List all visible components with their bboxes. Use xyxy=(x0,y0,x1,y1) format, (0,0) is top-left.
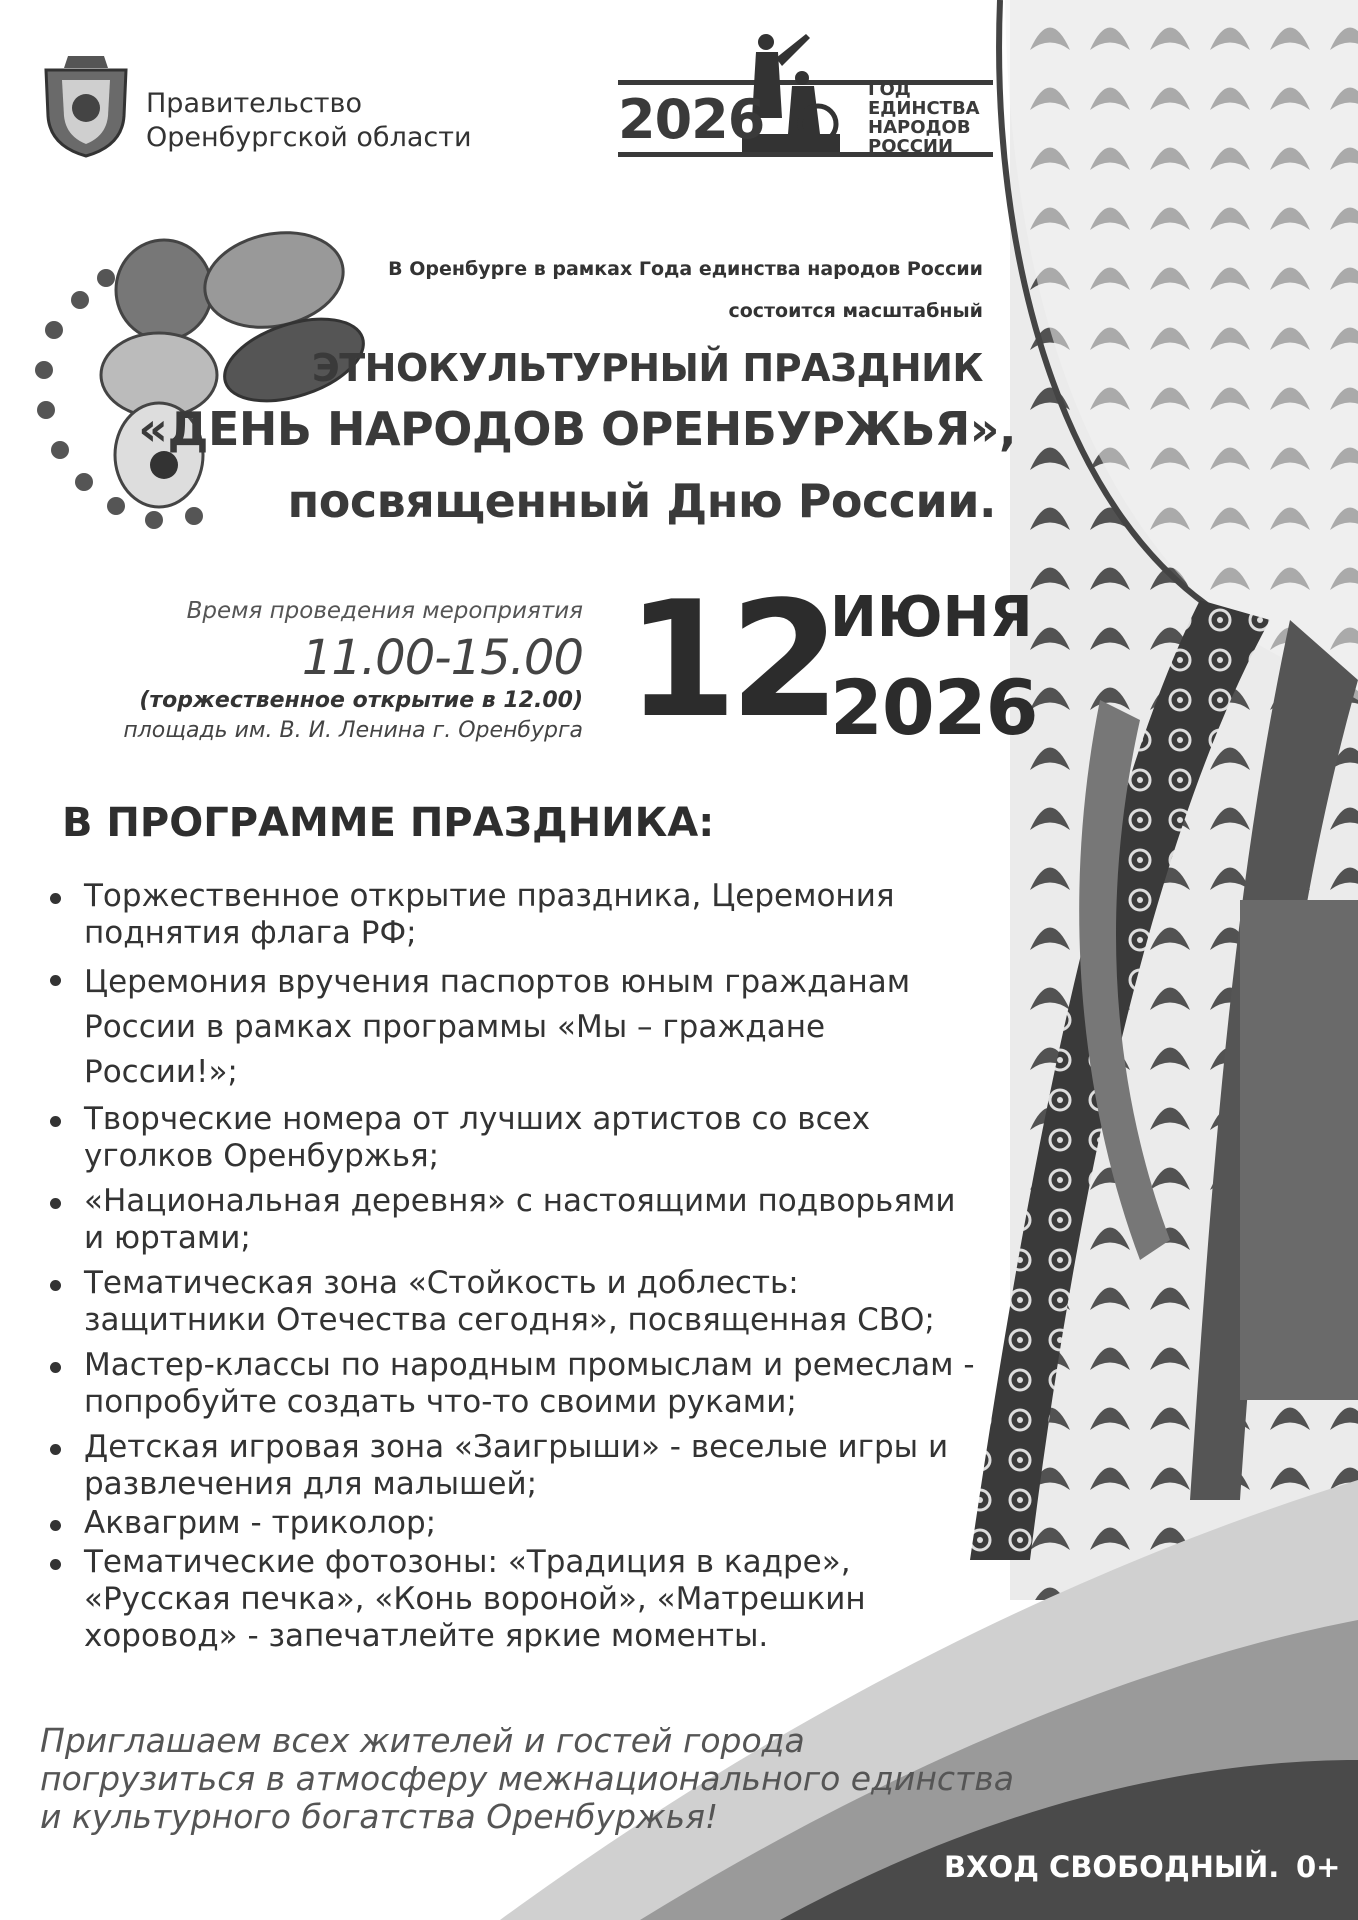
free-entry-label: ВХОД СВОБОДНЫЙ. xyxy=(944,1850,1280,1884)
government-logo-block xyxy=(38,46,478,158)
government-name-line1: Правительство xyxy=(146,88,362,119)
event-title-line1: ЭТНОКУЛЬТУРНЫЙ ПРАЗДНИК xyxy=(311,346,983,390)
time-value: 11.00-15.00 xyxy=(301,630,583,686)
year-of-unity-logo xyxy=(618,28,1008,160)
program-list xyxy=(44,878,984,1655)
invite-line2: погрузиться в атмосферу межнационального единства xyxy=(40,1759,1014,1798)
program-item: «Национальная деревня» с настоящими подворьями и юртами; xyxy=(44,1183,984,1257)
program-item: Аквагрим - триколор; xyxy=(44,1505,984,1542)
date-day: 12 xyxy=(626,566,833,753)
program-title: В ПРОГРАММЕ ПРАЗДНИКА: xyxy=(62,800,715,846)
government-name-line2: Оренбургской области xyxy=(146,122,472,153)
intro-line2: состоится масштабный xyxy=(728,300,983,322)
event-title-line3: посвященный Дню России. xyxy=(287,474,996,528)
year-logo-line1: ГОД xyxy=(868,79,911,100)
event-place: площадь им. В. И. Ленина г. Оренбурга xyxy=(123,718,583,743)
event-title-line2: «ДЕНЬ НАРОДОВ ОРЕНБУРЖЬЯ», xyxy=(138,402,1016,456)
intro-line1: В Оренбурге в рамках Года единства народов России xyxy=(388,258,983,280)
invite-line1: Приглашаем всех жителей и гостей города xyxy=(40,1721,805,1760)
program-item: Церемония вручения паспортов юным гражданам России в рамках программы «Мы – граждане России!»; xyxy=(44,960,984,1095)
year-logo-line2: ЕДИНСТВА xyxy=(868,98,980,119)
invitation-text xyxy=(40,1722,1140,1836)
date-month: ИЮНЯ xyxy=(830,585,1033,650)
program-item: Торжественное открытие праздника, Церемония поднятия флага РФ; xyxy=(44,878,984,952)
program-item: Творческие номера от лучших артистов со всех уголков Оренбуржья; xyxy=(44,1101,984,1175)
year-logo-number: 2026 xyxy=(618,88,765,151)
year-logo-line3: НАРОДОВ xyxy=(868,117,971,138)
date-year: 2026 xyxy=(830,663,1038,752)
time-caption: Время проведения мероприятия xyxy=(186,598,583,624)
opening-note: (торжественное открытие в 12.00) xyxy=(139,688,583,713)
invite-line3: и культурного богатства Оренбуржья! xyxy=(40,1797,719,1836)
program-item: Тематическая зона «Стойкость и доблесть: защитники Отечества сегодня», посвященная СВО; xyxy=(44,1265,984,1339)
program-item: Детская игровая зона «Заигрыши» - веселые игры и развлечения для малышей; xyxy=(44,1429,984,1503)
program-item: Тематические фотозоны: «Традиция в кадре», «Русская печка», «Конь вороной», «Матрешкин хоровод» - запечатлейте яркие моменты. xyxy=(44,1544,984,1655)
coat-of-arms-icon xyxy=(38,46,134,158)
year-logo-line4: РОССИИ xyxy=(868,136,954,157)
age-rating-badge: 0+ xyxy=(1296,1850,1341,1884)
program-item: Мастер-классы по народным промыслам и ремеслам - попробуйте создать что-то своими руками; xyxy=(44,1347,984,1421)
